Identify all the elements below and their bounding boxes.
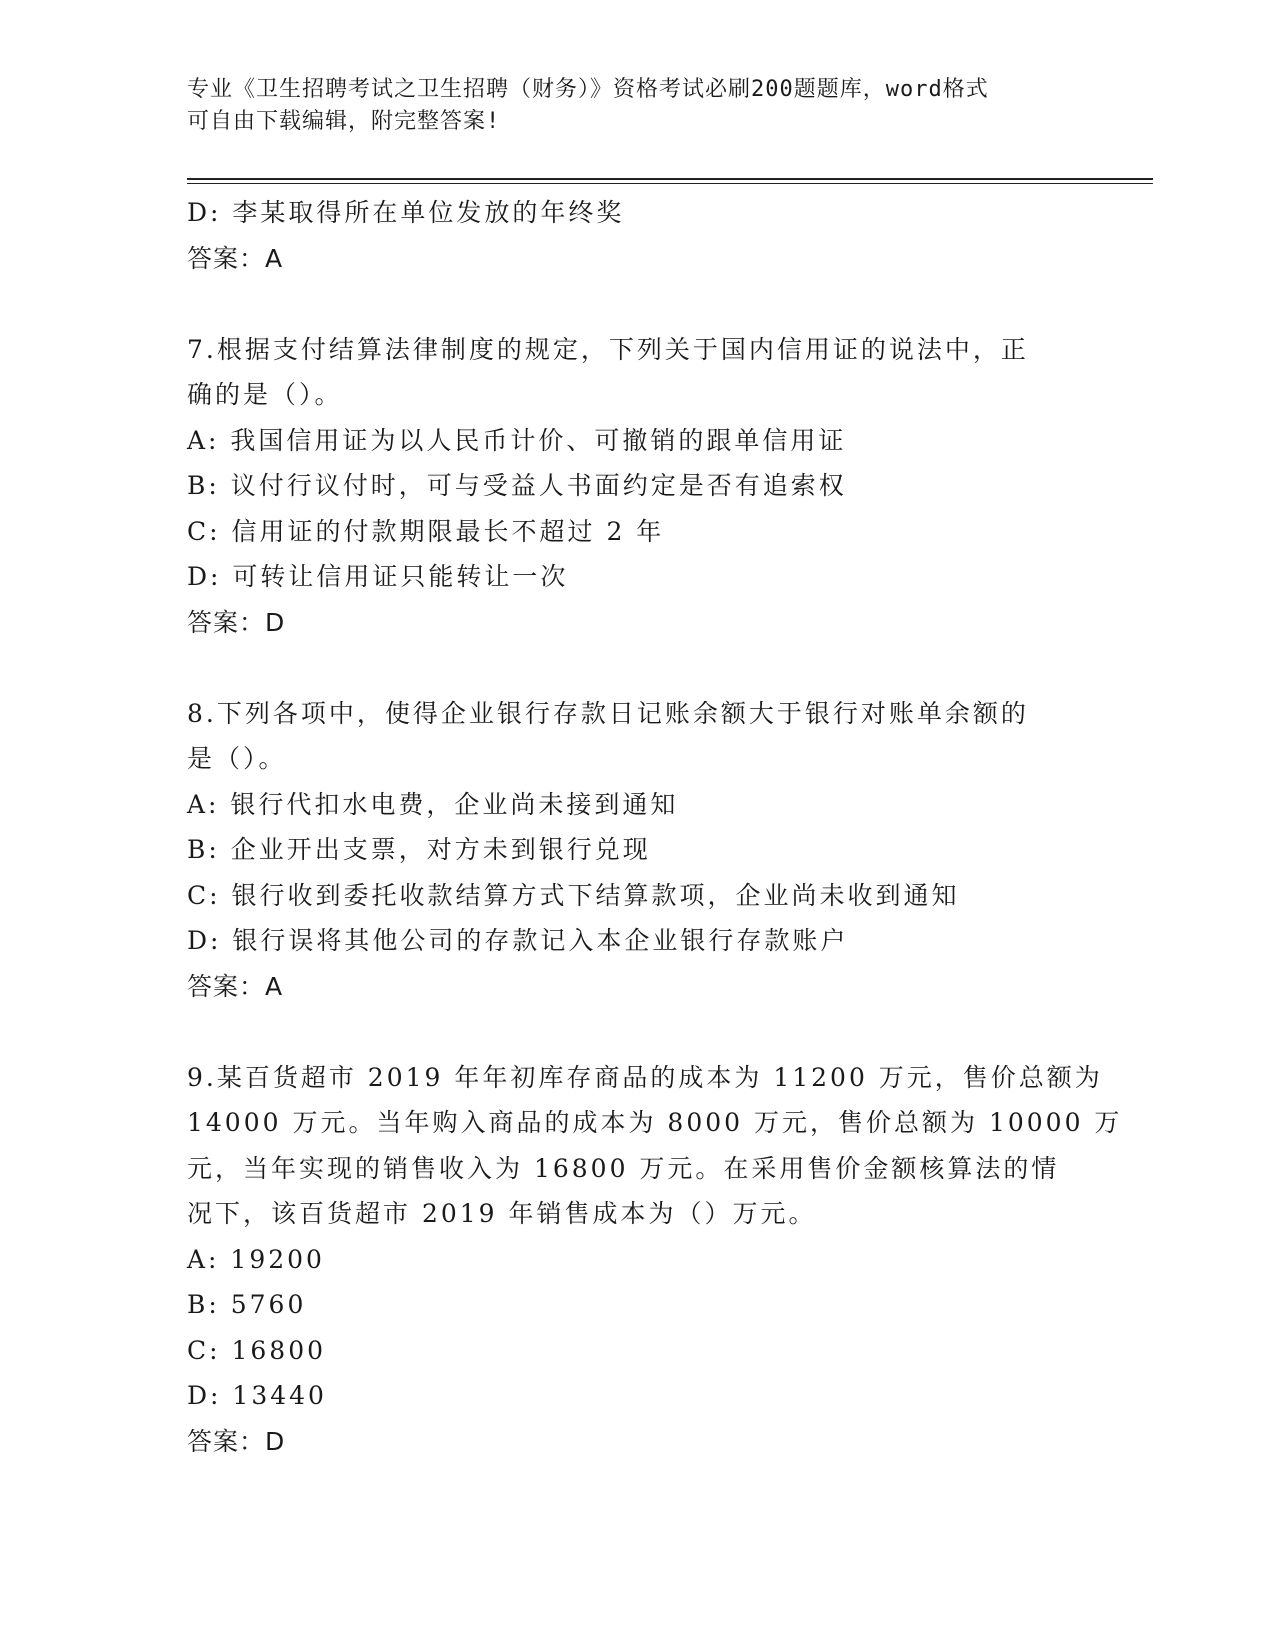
header-line-1: 专业《卫生招聘考试之卫生招聘（财务）》资格考试必刷200题题库，word格式 [187, 77, 989, 102]
option-a: A: 银行代扣水电费，企业尚未接到通知 [187, 789, 679, 819]
document-header [187, 74, 1087, 138]
option-c: C: 信用证的付款期限最长不超过 2 年 [187, 516, 665, 546]
option-b: B: 5760 [187, 1290, 307, 1319]
question-stem: 9.某百货超市 2019 年年初库存商品的成本为 11200 万元，售价总额为 [187, 1062, 1103, 1092]
question-stem: 8.下列各项中，使得企业银行存款日记账余额大于银行对账单余额的 [187, 698, 1029, 728]
option-d: D: 可转让信用证只能转让一次 [187, 562, 569, 591]
question-stem: 确的是（）。 [187, 380, 343, 409]
question-8 [187, 691, 1087, 1010]
question-stem: 是（）。 [187, 744, 287, 773]
answer: 答案：D [187, 607, 286, 637]
question-stem: 7.根据支付结算法律制度的规定，下列关于国内信用证的说法中，正 [187, 334, 1029, 364]
option-d: D: 李某取得所在单位发放的年终奖 [187, 198, 625, 227]
question-6-tail [187, 190, 1087, 281]
option-b: B: 企业开出支票，对方未到银行兑现 [187, 835, 651, 864]
option-b: B: 议付行议付时，可与受益人书面约定是否有追索权 [187, 471, 847, 500]
option-c: C: 16800 [187, 1335, 327, 1365]
question-stem: 元，当年实现的销售收入为 16800 万元。在采用售价金额核算法的情 [187, 1153, 1060, 1183]
option-a: A: 19200 [187, 1244, 325, 1274]
question-7 [187, 327, 1087, 646]
header-line-2: 可自由下载编辑，附完整答案! [187, 109, 501, 134]
document-body [187, 190, 1123, 1464]
option-a: A: 我国信用证为以人民币计价、可撤销的跟单信用证 [187, 425, 847, 455]
question-9 [187, 1055, 1123, 1465]
question-stem: 14000 万元。当年购入商品的成本为 8000 万元，售价总额为 10000 万 [187, 1108, 1123, 1137]
question-stem: 况下，该百货超市 2019 年销售成本为（）万元。 [187, 1199, 817, 1228]
option-c: C: 银行收到委托收款结算方式下结算款项，企业尚未收到通知 [187, 880, 960, 910]
answer: 答案：A [187, 971, 284, 1001]
header-divider-thick [187, 178, 1153, 180]
option-d: D: 银行误将其他公司的存款记入本企业银行存款账户 [187, 926, 849, 955]
header-divider-thin [187, 183, 1153, 184]
answer: 答案：A [187, 243, 284, 273]
option-d: D: 13440 [187, 1381, 327, 1410]
answer: 答案：D [187, 1426, 286, 1456]
